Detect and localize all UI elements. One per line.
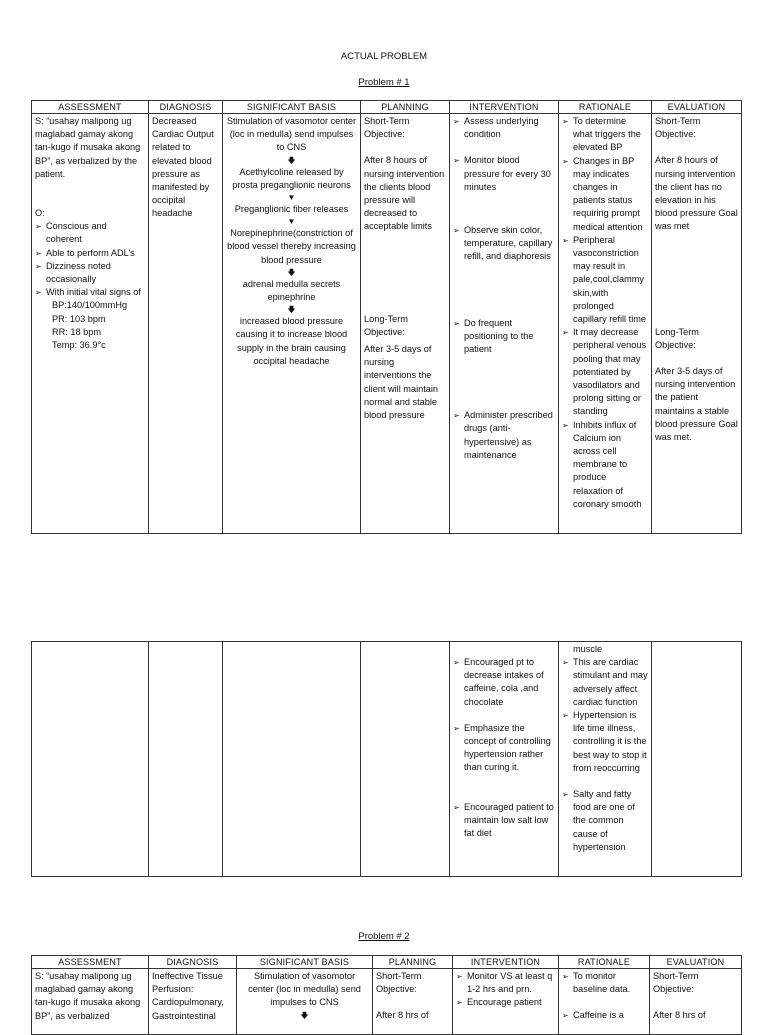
objective-label: O: [35, 208, 45, 219]
basis-step: Acethylcoline released by prosta preganglionic neurons [232, 166, 351, 190]
intervention-item: ➢ Assess underlying condition [453, 115, 555, 141]
assessment-cell [32, 114, 149, 534]
diagnosis-cell [149, 642, 223, 877]
planning-cell [373, 969, 453, 1035]
vital-rr: RR: 18 bpm [52, 326, 102, 337]
rationale-item: ➢ To determine what triggers the elevated BP [562, 115, 648, 155]
rationale-continued: muscle [573, 644, 603, 654]
down-arrow-icon: ▼ [287, 193, 296, 203]
rationale-item: ➢ Changes in BP may indicates changes in patients status requiring prompt medical attention [562, 155, 648, 234]
basis-step: Preganglionic fiber releases [234, 204, 349, 215]
problem-2-label: Problem # 2 [358, 931, 410, 942]
intervention-item: ➢ Encouraged patient to maintain low salt low fat diet [453, 801, 555, 841]
basis-step: increased blood pressure causing it to increase blood supply in the brain causing occipital headache [235, 316, 348, 366]
assessment-item: ➢ Able to perform ADL’s [35, 247, 145, 260]
intervention-cell [450, 642, 559, 877]
intervention-item: ➢ Observe skin color, temperature, capillary refill, and diaphoresis [453, 224, 555, 264]
header-diagnosis: DIAGNOSIS [149, 956, 237, 969]
header-evaluation: EVALUATION [650, 956, 742, 969]
long-term-label: Long-Term Objective: [364, 313, 408, 337]
intervention-cell [453, 969, 559, 1035]
short-term-objective: After 8 hrs of [376, 1010, 429, 1021]
evaluation-cell [652, 114, 742, 534]
header-significant-basis: SIGNIFICANT BASIS [223, 101, 361, 114]
table-row [32, 642, 742, 877]
rationale-item: ➢ This are cardiac stimulant and may adversely affect cardiac function [562, 656, 648, 709]
basis-step: Norepinephrine(constriction of blood vessel thereby increasing blood pressure [227, 228, 356, 265]
header-assessment: ASSESSMENT [32, 956, 149, 969]
header-assessment: ASSESSMENT [32, 101, 149, 114]
evaluation-cell [650, 969, 742, 1035]
header-planning: PLANNING [373, 956, 453, 969]
intervention-cell [450, 114, 559, 534]
short-term-label: Short-Term Objective: [376, 971, 422, 995]
intervention-item: ➢ Do frequent positioning to the patient [453, 317, 555, 357]
rationale-item: ➢ It may decrease peripheral venous pooling that may potentiated by vasodilators and prolong sitting or standing [562, 326, 648, 418]
assessment-item: ➢ Dizziness noted occasionally [35, 260, 145, 286]
header-intervention: INTERVENTION [453, 956, 559, 969]
assessment-cell: S: “usahay malipong ug maglabad gamay akong tan-kugo if musaka akong BP”, as verbalized [32, 969, 149, 1035]
short-term-evaluation: After 8 hours of nursing intervention the client has no elevation in his blood pressure Goal was met [655, 155, 738, 232]
down-arrow-icon: 🡇 [300, 1010, 309, 1020]
vital-bp: BP:140/100mmHg [52, 300, 128, 311]
header-significant-basis: SIGNIFICANT BASIS [237, 956, 373, 969]
significant-basis-cell [223, 114, 361, 534]
basis-step: Stimulation of vasomotor center (loc in medulla) send impulses to CNS [226, 116, 357, 153]
care-plan-table-1-continued [31, 641, 742, 877]
header-planning: PLANNING [361, 101, 450, 114]
rationale-item: ➢ To monitor baseline data. [562, 970, 646, 996]
care-plan-table-1 [31, 100, 742, 534]
header-row [32, 956, 742, 969]
rationale-cell [559, 114, 652, 534]
long-term-label: Long-Term Objective: [655, 326, 699, 350]
basis-step: adrenal medulla secrets epinephrine [242, 278, 341, 303]
subjective-text: S: “usahay malipong ug maglabad gamay akong tan-kugo if musaka akong BP”, as verbalized by the patient. [35, 116, 141, 179]
header-diagnosis: DIAGNOSIS [149, 101, 223, 114]
rationale-cell [559, 969, 650, 1035]
short-term-label: Short-Term Objective: [364, 116, 410, 140]
assessment-item: ➢ With initial vital signs of [35, 286, 145, 299]
table-row [32, 114, 742, 534]
header-row [32, 101, 742, 114]
page-heading: ACTUAL PROBLEM [340, 51, 428, 62]
short-term-objective: After 8 hours of nursing intervention the clients blood pressure will decreased to acceptable limits [364, 155, 445, 232]
assessment-item: ➢ Conscious and coherent [35, 220, 145, 246]
assessment-cell [32, 642, 149, 877]
care-plan-table-2 [31, 955, 742, 1035]
long-term-evaluation: After 3-5 days of nursing intervention the patient maintains a stable blood pressure Goal was met. [655, 366, 738, 443]
intervention-item: ➢ Encouraged pt to decrease intakes of caffeine, cola ,and chocolate [453, 656, 555, 709]
header-rationale: RATIONALE [559, 956, 650, 969]
rationale-item: ➢ Hypertension is life time illness, controlling it is the best way to stop it from reoccurring [562, 709, 648, 775]
short-term-label: Short-Term Objective: [655, 116, 701, 140]
planning-cell [361, 642, 450, 877]
header-rationale: RATIONALE [559, 101, 652, 114]
table-row [32, 969, 742, 1035]
short-term-evaluation: After 8 hrs of [653, 1010, 706, 1021]
diagnosis-cell: Decreased Cardiac Output related to elevated blood pressure as manifested by occipital headache [149, 114, 223, 534]
vital-temp: Temp: 36.9°c [52, 340, 106, 351]
rationale-item: ➢ Inhibits influx of Calcium ion across cell membrane to produce relaxation of coronary smooth [562, 419, 648, 511]
intervention-item: ➢ Encourage patient [456, 996, 555, 1009]
rationale-item: ➢ Salty and fatty food are one of the common cause of hypertension [562, 788, 648, 854]
rationale-item: ➢ Caffeine is a [562, 1009, 646, 1022]
intervention-item: ➢ Monitor VS at least q 1-2 hrs and prn. [456, 970, 555, 996]
diagnosis-cell: Ineffective Tissue Perfusion: Cardiopulmonary, Gastrointestinal [149, 969, 237, 1035]
intervention-item: ➢ Administer prescribed drugs (anti-hypertensive) as maintenance [453, 409, 555, 462]
basis-step: Stimulation of vasomotor center (loc in medulla) send impulses to CNS [248, 971, 361, 1008]
down-arrow-icon: ▼ [287, 217, 296, 227]
header-evaluation: EVALUATION [652, 101, 742, 114]
down-arrow-icon: 🡇 [287, 155, 296, 165]
rationale-item: ➢ Peripheral vasoconstriction may result in pale,cool,clammy skin,with prolonged capillary refill time [562, 234, 648, 326]
down-arrow-icon: 🡇 [287, 267, 296, 277]
intervention-item: ➢ Emphasize the concept of controlling hypertension rather than curing it. [453, 722, 555, 775]
header-intervention: INTERVENTION [450, 101, 559, 114]
long-term-objective: After 3-5 days of nursing interventions the client will maintain normal and stable blood pressure [364, 344, 439, 421]
planning-cell [361, 114, 450, 534]
down-arrow-icon: 🡇 [287, 305, 296, 315]
evaluation-cell [652, 642, 742, 877]
significant-basis-cell [237, 969, 373, 1035]
short-term-label: Short-Term Objective: [653, 971, 699, 995]
vital-pr: PR: 103 bpm [52, 313, 106, 324]
intervention-item: ➢ Monitor blood pressure for every 30 minutes [453, 154, 555, 194]
rationale-cell [559, 642, 652, 877]
significant-basis-cell [223, 642, 361, 877]
problem-1-label: Problem # 1 [358, 77, 410, 88]
